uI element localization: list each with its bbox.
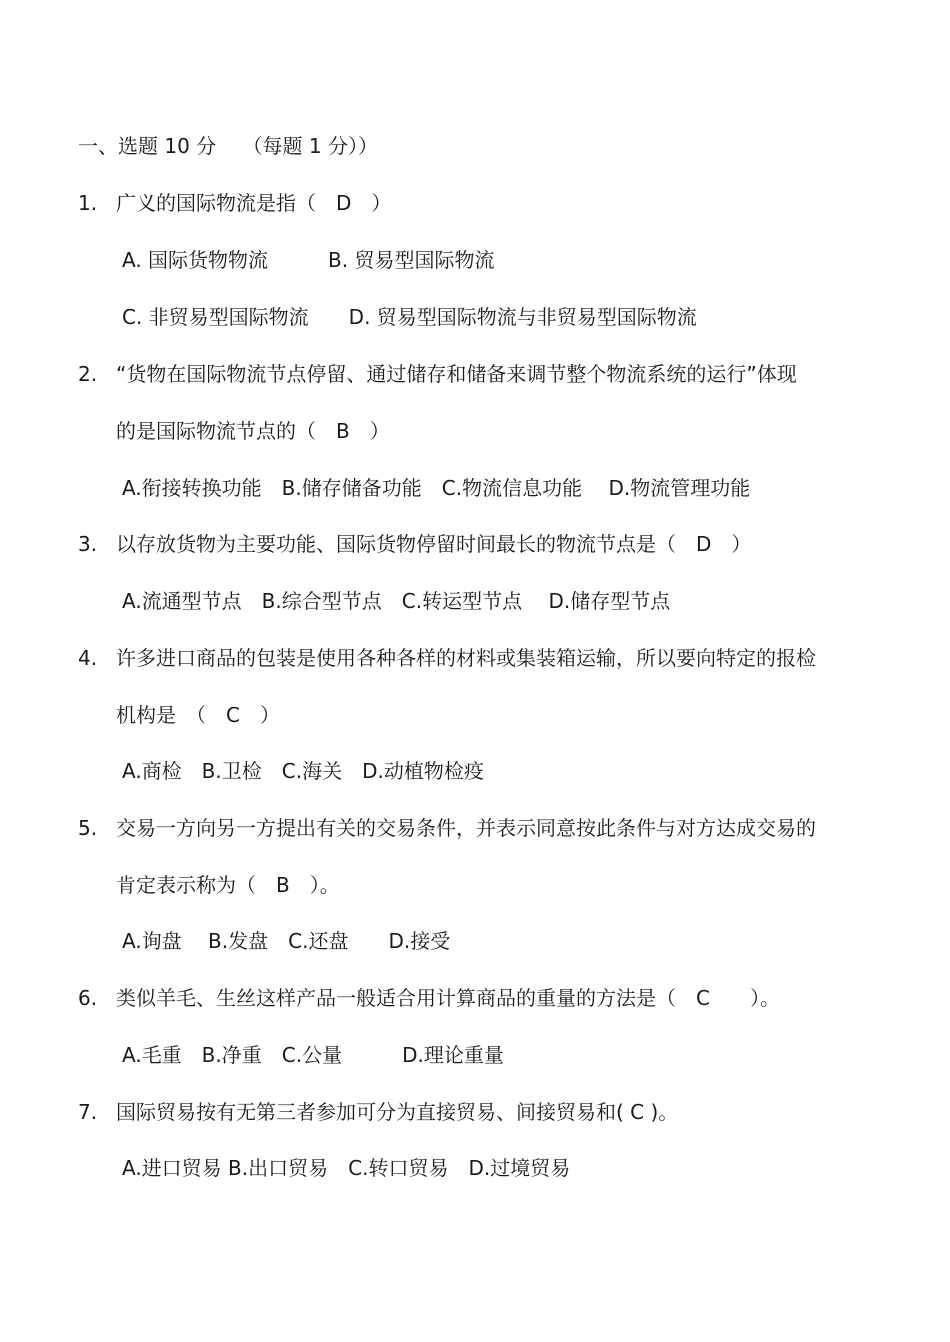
question-number: 1. <box>78 191 98 215</box>
question-text: 机构是 （ C ） <box>116 703 280 727</box>
question-text: 肯定表示称为（ B ）。 <box>116 873 340 897</box>
question-text: 许多进口商品的包装是使用各种各样的材料或集装箱运输，所以要向特定的报检 <box>116 646 816 670</box>
question-option: A.商检 B.卫检 C.海关 D.动植物检疫 <box>122 759 484 783</box>
question-option: A.询盘 B.发盘 C.还盘 D.接受 <box>122 929 451 953</box>
question-number: 4. <box>78 646 98 670</box>
question-text: 的是国际物流节点的（ B ） <box>116 419 390 443</box>
question-number: 5. <box>78 816 98 840</box>
question-number: 2. <box>78 362 98 386</box>
section-title: 一、选题 10 分 （每题 1 分）） <box>78 134 378 158</box>
question-option: A.进口贸易 B.出口贸易 C.转口贸易 D.过境贸易 <box>122 1156 571 1180</box>
question-option: A.毛重 B.净重 C.公量 D.理论重量 <box>122 1043 504 1067</box>
question-option: C. 非贸易型国际物流 D. 贸易型国际物流与非贸易型国际物流 <box>122 305 697 329</box>
question-text: 以存放货物为主要功能、国际货物停留时间最长的物流节点是（ D ） <box>116 532 752 556</box>
question-text: 类似羊毛、生丝这样产品一般适合用计算商品的重量的方法是（ C ）。 <box>116 986 780 1010</box>
question-text: 广义的国际物流是指（ D ） <box>116 191 392 215</box>
question-number: 3. <box>78 532 98 556</box>
question-number: 6. <box>78 986 98 1010</box>
question-option: A. 国际货物物流 B. 贸易型国际物流 <box>122 248 495 272</box>
question-text: 国际贸易按有无第三者参加可分为直接贸易、间接贸易和( C )。 <box>116 1100 679 1124</box>
question-text: 交易一方向另一方提出有关的交易条件，并表示同意按此条件与对方达成交易的 <box>116 816 816 840</box>
question-option: A.流通型节点 B.综合型节点 C.转运型节点 D.储存型节点 <box>122 589 671 613</box>
question-text: “货物在国际物流节点停留、通过储存和储备来调节整个物流系统的运行”体现 <box>116 362 797 386</box>
question-number: 7. <box>78 1100 98 1124</box>
question-option: A.衔接转换功能 B.储存储备功能 C.物流信息功能 D.物流管理功能 <box>122 476 751 500</box>
